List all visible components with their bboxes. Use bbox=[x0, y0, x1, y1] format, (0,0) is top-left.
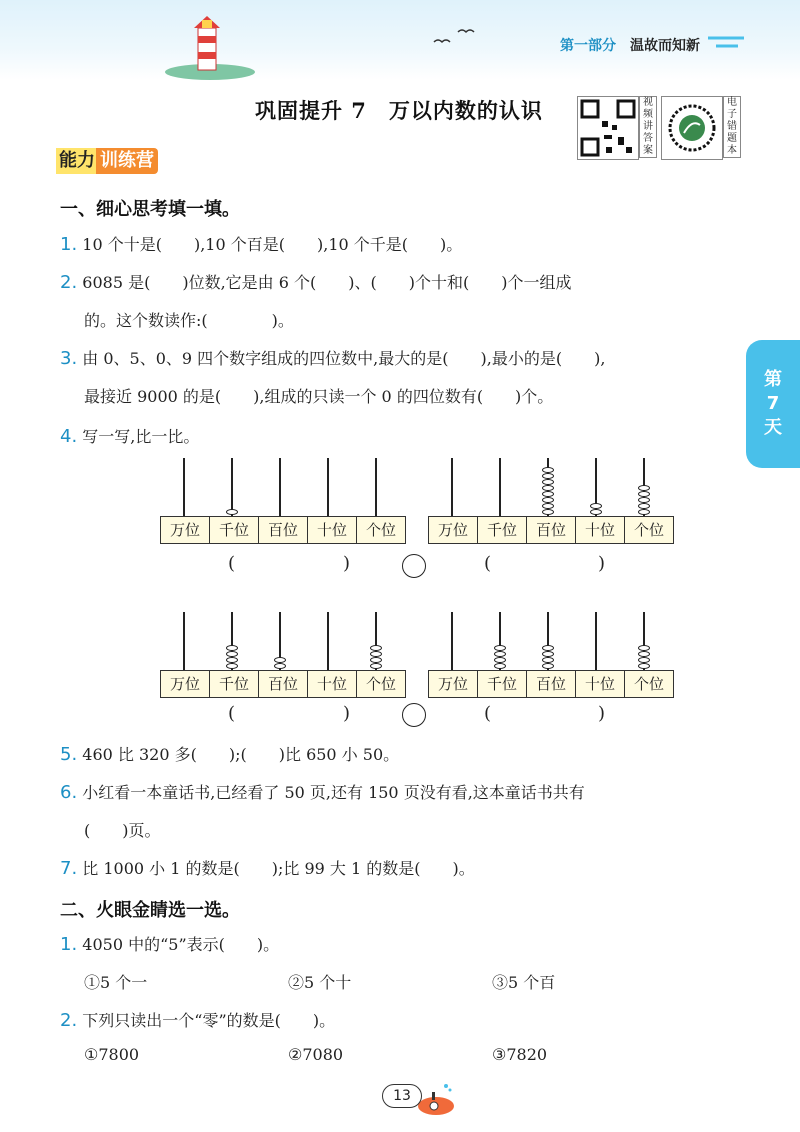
abacus-bead bbox=[274, 657, 286, 663]
q2-number: 2. bbox=[60, 272, 78, 293]
s2-q2-number: 2. bbox=[60, 1010, 78, 1031]
abacus-bead bbox=[638, 503, 650, 509]
abacus-bead bbox=[638, 657, 650, 663]
place-value-label: 万位 bbox=[161, 517, 210, 543]
s2-q1-text: 4050 中的“5”表示( )。 bbox=[82, 935, 280, 954]
abacus-bead bbox=[494, 651, 506, 657]
s2-q2-option[interactable]: ②7080 bbox=[288, 1045, 344, 1064]
q7-text: 比 1000 小 1 的数是( );比 99 大 1 的数是( )。 bbox=[82, 859, 475, 878]
section-title: 温故而知新 bbox=[630, 38, 700, 54]
error-book-qr[interactable] bbox=[661, 96, 723, 160]
abacus-bead bbox=[638, 645, 650, 651]
day-tab-line2: 7 bbox=[766, 393, 780, 414]
q4-line bbox=[60, 424, 199, 447]
s2-q2-line bbox=[60, 1008, 335, 1031]
q5-text: 460 比 320 多( );( )比 650 小 50。 bbox=[82, 745, 400, 764]
abacus-bead bbox=[542, 651, 554, 657]
place-value-label: 千位 bbox=[210, 671, 259, 697]
place-value-label: 千位 bbox=[210, 517, 259, 543]
answer-paren-close: ) bbox=[343, 703, 351, 724]
day-tab bbox=[746, 340, 800, 468]
s2-q2-option[interactable]: ③7820 bbox=[492, 1045, 548, 1064]
section-label: 第一部分 bbox=[560, 38, 616, 54]
abacus-rod bbox=[595, 612, 597, 670]
answer-paren-open: ( bbox=[228, 553, 236, 574]
abacus-bead bbox=[638, 491, 650, 497]
place-value-labels bbox=[160, 516, 406, 544]
birds-illustration bbox=[430, 22, 480, 52]
abacus-rod bbox=[499, 458, 501, 516]
place-value-label: 万位 bbox=[161, 671, 210, 697]
place-value-label: 十位 bbox=[576, 517, 625, 543]
abacus-bead bbox=[638, 485, 650, 491]
place-value-label: 万位 bbox=[429, 517, 478, 543]
error-book-label: 电子错题本 bbox=[723, 96, 741, 158]
place-value-labels bbox=[428, 670, 674, 698]
day-tab-line3: 天 bbox=[764, 417, 782, 438]
q4-text: 写一写,比一比。 bbox=[82, 427, 200, 446]
abacus-bead bbox=[542, 503, 554, 509]
abacus-bead bbox=[542, 657, 554, 663]
abacus-bead bbox=[370, 651, 382, 657]
place-value-label: 十位 bbox=[308, 671, 357, 697]
compare-circle[interactable] bbox=[402, 703, 426, 727]
place-value-label: 百位 bbox=[259, 671, 308, 697]
section1-heading: 一、细心思考填一填。 bbox=[60, 199, 240, 220]
abacus-bead bbox=[638, 497, 650, 503]
place-value-label: 千位 bbox=[478, 671, 527, 697]
abacus-2 bbox=[428, 458, 670, 542]
abacus-rod bbox=[327, 612, 329, 670]
qr-code-icon bbox=[578, 97, 638, 159]
q3-text2: 最接近 9000 的是( ),组成的只读一个 0 的四位数有( )个。 bbox=[84, 387, 554, 406]
q1-number: 1. bbox=[60, 234, 78, 255]
abacus-bead bbox=[226, 645, 238, 651]
place-value-label: 个位 bbox=[365, 521, 396, 539]
abacus-bead bbox=[590, 509, 602, 515]
place-value-labels bbox=[160, 670, 406, 698]
abacus-bead bbox=[542, 485, 554, 491]
page-number: 13 bbox=[382, 1084, 422, 1108]
abacus-bead bbox=[638, 509, 650, 515]
place-value-label: 百位 bbox=[527, 671, 576, 697]
q7-number: 7. bbox=[60, 858, 78, 879]
q3-text1: 由 0、5、0、9 四个数字组成的四位数中,最大的是( ),最小的是( ), bbox=[82, 349, 606, 368]
q2-text1: 6085 是( )位数,它是由 6 个( )、( )个十和( )个一组成 bbox=[82, 273, 572, 292]
abacus-rod bbox=[279, 458, 281, 516]
answer-paren-open: ( bbox=[484, 703, 492, 724]
abacus-bead bbox=[274, 663, 286, 669]
abacus-bead bbox=[542, 645, 554, 651]
abacus-bead bbox=[370, 645, 382, 651]
abacus-bead bbox=[494, 645, 506, 651]
s2-q1-option[interactable]: ③5 个百 bbox=[492, 973, 556, 992]
ability-training-badge bbox=[56, 148, 158, 174]
q2-line1 bbox=[60, 270, 571, 293]
place-value-label: 百位 bbox=[527, 517, 576, 543]
s2-q2-option[interactable]: ①7800 bbox=[84, 1045, 140, 1064]
s2-q1-option[interactable]: ①5 个一 bbox=[84, 973, 148, 992]
abacus-rod bbox=[183, 612, 185, 670]
q1-line bbox=[60, 232, 462, 255]
abacus-rod bbox=[451, 612, 453, 670]
s2-q1-option[interactable]: ②5 个十 bbox=[288, 973, 352, 992]
q4-number: 4. bbox=[60, 426, 78, 447]
compare-circle[interactable] bbox=[402, 554, 426, 578]
q7-line bbox=[60, 856, 475, 879]
place-value-label: 十位 bbox=[576, 671, 625, 697]
abacus-bead bbox=[494, 657, 506, 663]
place-value-label: 百位 bbox=[259, 517, 308, 543]
abacus-rod bbox=[231, 458, 233, 516]
abacus-3 bbox=[160, 612, 402, 696]
abacus-bead bbox=[542, 509, 554, 515]
abacus-rod bbox=[451, 458, 453, 516]
answer-paren-open: ( bbox=[228, 703, 236, 724]
abacus-bead bbox=[638, 651, 650, 657]
abacus-rod bbox=[183, 458, 185, 516]
q1-text: 10 个十是( ),10 个百是( ),10 个千是( )。 bbox=[82, 235, 463, 254]
q6-line1 bbox=[60, 780, 585, 803]
q3-line1 bbox=[60, 346, 605, 369]
abacus-bead bbox=[542, 467, 554, 473]
s2-q1-line bbox=[60, 932, 279, 955]
abacus-bead bbox=[590, 503, 602, 509]
abacus-rod bbox=[375, 458, 377, 516]
place-value-label: 万位 bbox=[429, 671, 478, 697]
answer-paren-open: ( bbox=[484, 553, 492, 574]
qr-code-icon bbox=[662, 97, 722, 159]
q6-text2: ( )页。 bbox=[84, 821, 161, 840]
abacus-bead bbox=[542, 473, 554, 479]
decor-lines-icon bbox=[708, 34, 748, 54]
abacus-bead bbox=[226, 657, 238, 663]
answer-paren-close: ) bbox=[598, 553, 606, 574]
section2-heading: 二、火眼金睛选一选。 bbox=[60, 900, 240, 921]
q5-line bbox=[60, 742, 399, 765]
abacus-bead bbox=[226, 509, 238, 515]
abacus-bead bbox=[370, 663, 382, 669]
place-value-label: 十位 bbox=[308, 517, 357, 543]
lighthouse-illustration bbox=[160, 10, 260, 80]
abacus-bead bbox=[370, 657, 382, 663]
q3-number: 3. bbox=[60, 348, 78, 369]
abacus-bead bbox=[226, 651, 238, 657]
place-value-label: 千位 bbox=[478, 517, 527, 543]
q6-number: 6. bbox=[60, 782, 78, 803]
abacus-1 bbox=[160, 458, 402, 542]
place-value-label: 个位 bbox=[633, 675, 664, 693]
answer-paren-close: ) bbox=[343, 553, 351, 574]
day-tab-line1: 第 bbox=[764, 369, 782, 390]
abacus-bead bbox=[542, 491, 554, 497]
abacus-bead bbox=[542, 663, 554, 669]
badge-part1: 能力 bbox=[56, 148, 98, 174]
abacus-bead bbox=[494, 663, 506, 669]
lesson-title: 巩固提升 7 万以内数的认识 bbox=[255, 98, 543, 123]
q6-text1: 小红看一本童话书,已经看了 50 页,还有 150 页没有看,这本童话书共有 bbox=[82, 783, 585, 802]
answer-paren-close: ) bbox=[598, 703, 606, 724]
place-value-labels bbox=[428, 516, 674, 544]
video-answer-label: 视频讲答案 bbox=[639, 96, 657, 158]
s2-q1-number: 1. bbox=[60, 934, 78, 955]
abacus-bead bbox=[638, 663, 650, 669]
abacus-rod bbox=[327, 458, 329, 516]
place-value-label: 个位 bbox=[365, 675, 396, 693]
s2-q2-text: 下列只读出一个“零”的数是( )。 bbox=[82, 1011, 336, 1030]
abacus-bead bbox=[542, 479, 554, 485]
q2-text2: 的。这个数读作:( )。 bbox=[84, 311, 294, 330]
abacus-bead bbox=[226, 663, 238, 669]
place-value-label: 个位 bbox=[633, 521, 664, 539]
q5-number: 5. bbox=[60, 744, 78, 765]
abacus-4 bbox=[428, 612, 670, 696]
abacus-bead bbox=[542, 497, 554, 503]
badge-part2: 训练营 bbox=[96, 148, 158, 174]
video-answer-qr[interactable] bbox=[577, 96, 639, 160]
